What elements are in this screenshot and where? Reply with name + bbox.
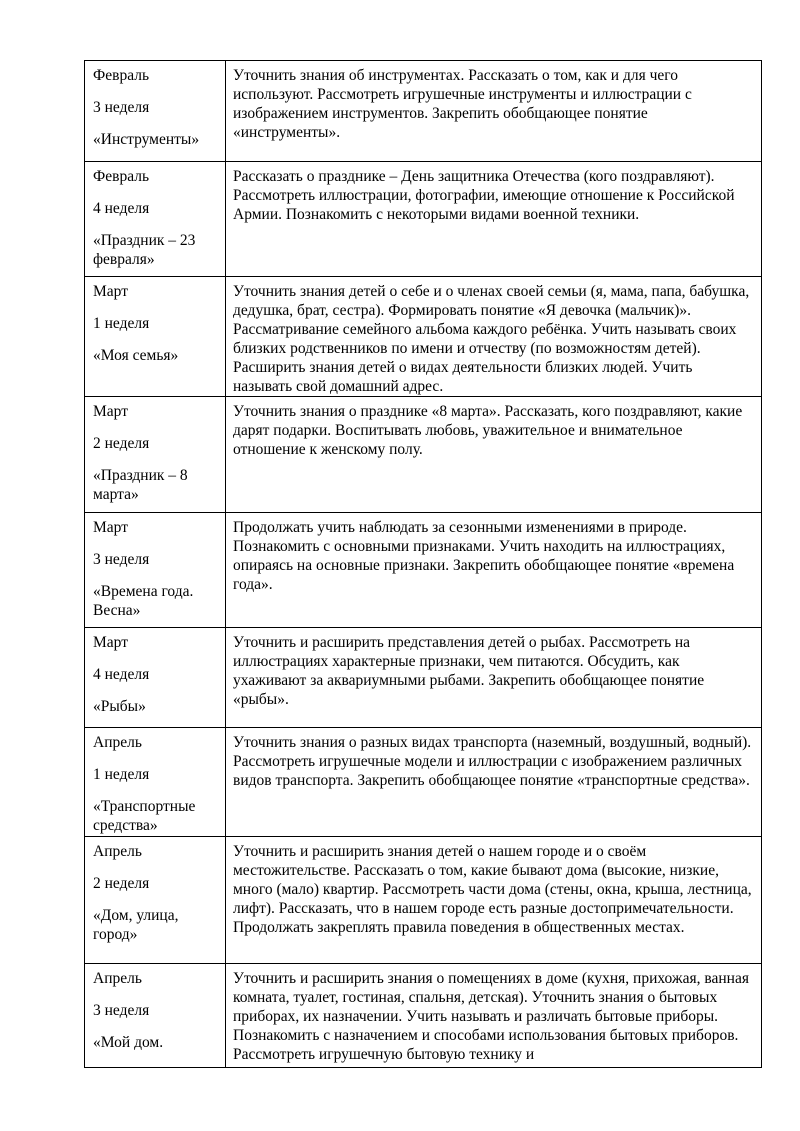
topic-label: «Мой дом.	[93, 1034, 164, 1051]
content-cell	[226, 728, 762, 837]
content-cell	[226, 162, 762, 277]
content-text: Уточнить и расширить представления детей о рыбах. Рассмотреть на иллюстрациях характерные признаки, чем питаются. Обсудить, как ухаживают за аквариумными рыбами. Закрепить обобщающее понятие «рыбы».	[233, 634, 705, 708]
content-cell	[226, 964, 762, 1068]
topic-cell	[85, 397, 226, 513]
topic-label: «Рыбы»	[93, 698, 146, 715]
content-text: Уточнить знания о празднике «8 марта». Рассказать, кого поздравляют, какие дарят подарки. Воспитывать любовь, уважительное и внимательное отношение к женскому полу.	[233, 403, 743, 458]
topic-label: «Времена года. Весна»	[93, 583, 194, 619]
topic-label: «Моя семья»	[93, 347, 179, 364]
table-row	[85, 162, 762, 277]
topic-label: «Праздник – 23 февраля»	[93, 232, 196, 268]
month-label: Март	[93, 634, 128, 651]
table-row	[85, 397, 762, 513]
content-cell	[226, 628, 762, 728]
content-text: Уточнить знания о разных видах транспорта (наземный, воздушный, водный). Рассмотреть игрушечные модели и иллюстрации с изображением различных видов транспорта. Закрепить обобщающее понятие «транспортные средства».	[233, 734, 752, 789]
month-label: Апрель	[93, 843, 142, 860]
topic-label: «Праздник – 8 марта»	[93, 467, 188, 503]
topic-cell	[85, 61, 226, 162]
topic-cell	[85, 628, 226, 728]
content-cell	[226, 837, 762, 964]
topic-cell	[85, 964, 226, 1068]
content-cell	[226, 513, 762, 628]
content-text: Уточнить знания детей о себе и о членах своей семьи (я, мама, папа, бабушка, дедушка, брат, сестра). Формировать понятие «Я девочка (мальчик)». Рассматривание семейного альбома каждого ребёнка. Учить называть своих близких родственников по имени и отчеству (по возможностям детей). Расширить знания детей о видах деятельности близких людей. Учить называть свой домашний адрес.	[233, 283, 750, 395]
content-text: Уточнить и расширить знания детей о нашем городе и о своём местожительстве. Рассказать о том, какие бывают дома (высокие, низкие, много (мало) квартир. Рассмотреть части дома (стены, окна, крыша, лестница, лифт). Рассказать, что в нашем городе есть разные достопримечательности. Продолжать закреплять правила поведения в общественных местах.	[233, 843, 752, 936]
month-label: Март	[93, 519, 128, 536]
content-text: Рассказать о празднике – День защитника Отечества (кого поздравляют). Рассмотреть иллюстрации, фотографии, имеющие отношение к Российской Армии. Познакомить с некоторыми видами военной техники.	[233, 168, 735, 223]
content-cell	[226, 61, 762, 162]
week-label: 1 неделя	[93, 315, 150, 332]
topic-cell	[85, 513, 226, 628]
topic-cell	[85, 277, 226, 397]
topic-label: «Инструменты»	[93, 131, 200, 148]
content-cell	[226, 397, 762, 513]
topic-cell	[85, 728, 226, 837]
month-label: Апрель	[93, 970, 142, 987]
week-label: 2 неделя	[93, 875, 150, 892]
week-label: 3 неделя	[93, 551, 150, 568]
content-text: Продолжать учить наблюдать за сезонными изменениями в природе. Познакомить с основными признаками. Учить находить на иллюстрациях, опираясь на основные признаки. Закрепить обобщающее понятие «времена года».	[233, 519, 735, 593]
week-label: 1 неделя	[93, 766, 150, 783]
week-label: 3 неделя	[93, 1002, 150, 1019]
content-text: Уточнить и расширить знания о помещениях в доме (кухня, прихожая, ванная комната, туалет, гостиная, спальня, детская). Уточнить знания о бытовых приборах, их назначении. Учить называть и различать бытовые приборы. Познакомить с назначением и способами использования бытовых приборов. Рассмотреть игрушечную бытовую технику и	[233, 970, 749, 1063]
topic-cell	[85, 837, 226, 964]
content-text: Уточнить знания об инструментах. Рассказать о том, как и для чего используют. Рассмотреть игрушечные инструменты и иллюстрации с изображением инструментов. Закрепить обобщающее понятие «инструменты».	[233, 67, 692, 141]
lesson-plan-table	[84, 60, 762, 1068]
month-label: Февраль	[93, 168, 150, 185]
month-label: Март	[93, 403, 128, 420]
table-row	[85, 837, 762, 964]
week-label: 2 неделя	[93, 435, 150, 452]
topic-cell	[85, 162, 226, 277]
content-cell	[226, 277, 762, 397]
month-label: Февраль	[93, 67, 150, 84]
week-label: 3 неделя	[93, 99, 150, 116]
month-label: Март	[93, 283, 128, 300]
table-row	[85, 277, 762, 397]
table-row	[85, 61, 762, 162]
table-row	[85, 728, 762, 837]
week-label: 4 неделя	[93, 666, 150, 683]
table-row	[85, 628, 762, 728]
topic-label: «Дом, улица, город»	[93, 907, 179, 943]
month-label: Апрель	[93, 734, 142, 751]
table-row	[85, 964, 762, 1068]
topic-label: «Транспортные средства»	[93, 798, 196, 834]
table-row	[85, 513, 762, 628]
week-label: 4 неделя	[93, 200, 150, 217]
